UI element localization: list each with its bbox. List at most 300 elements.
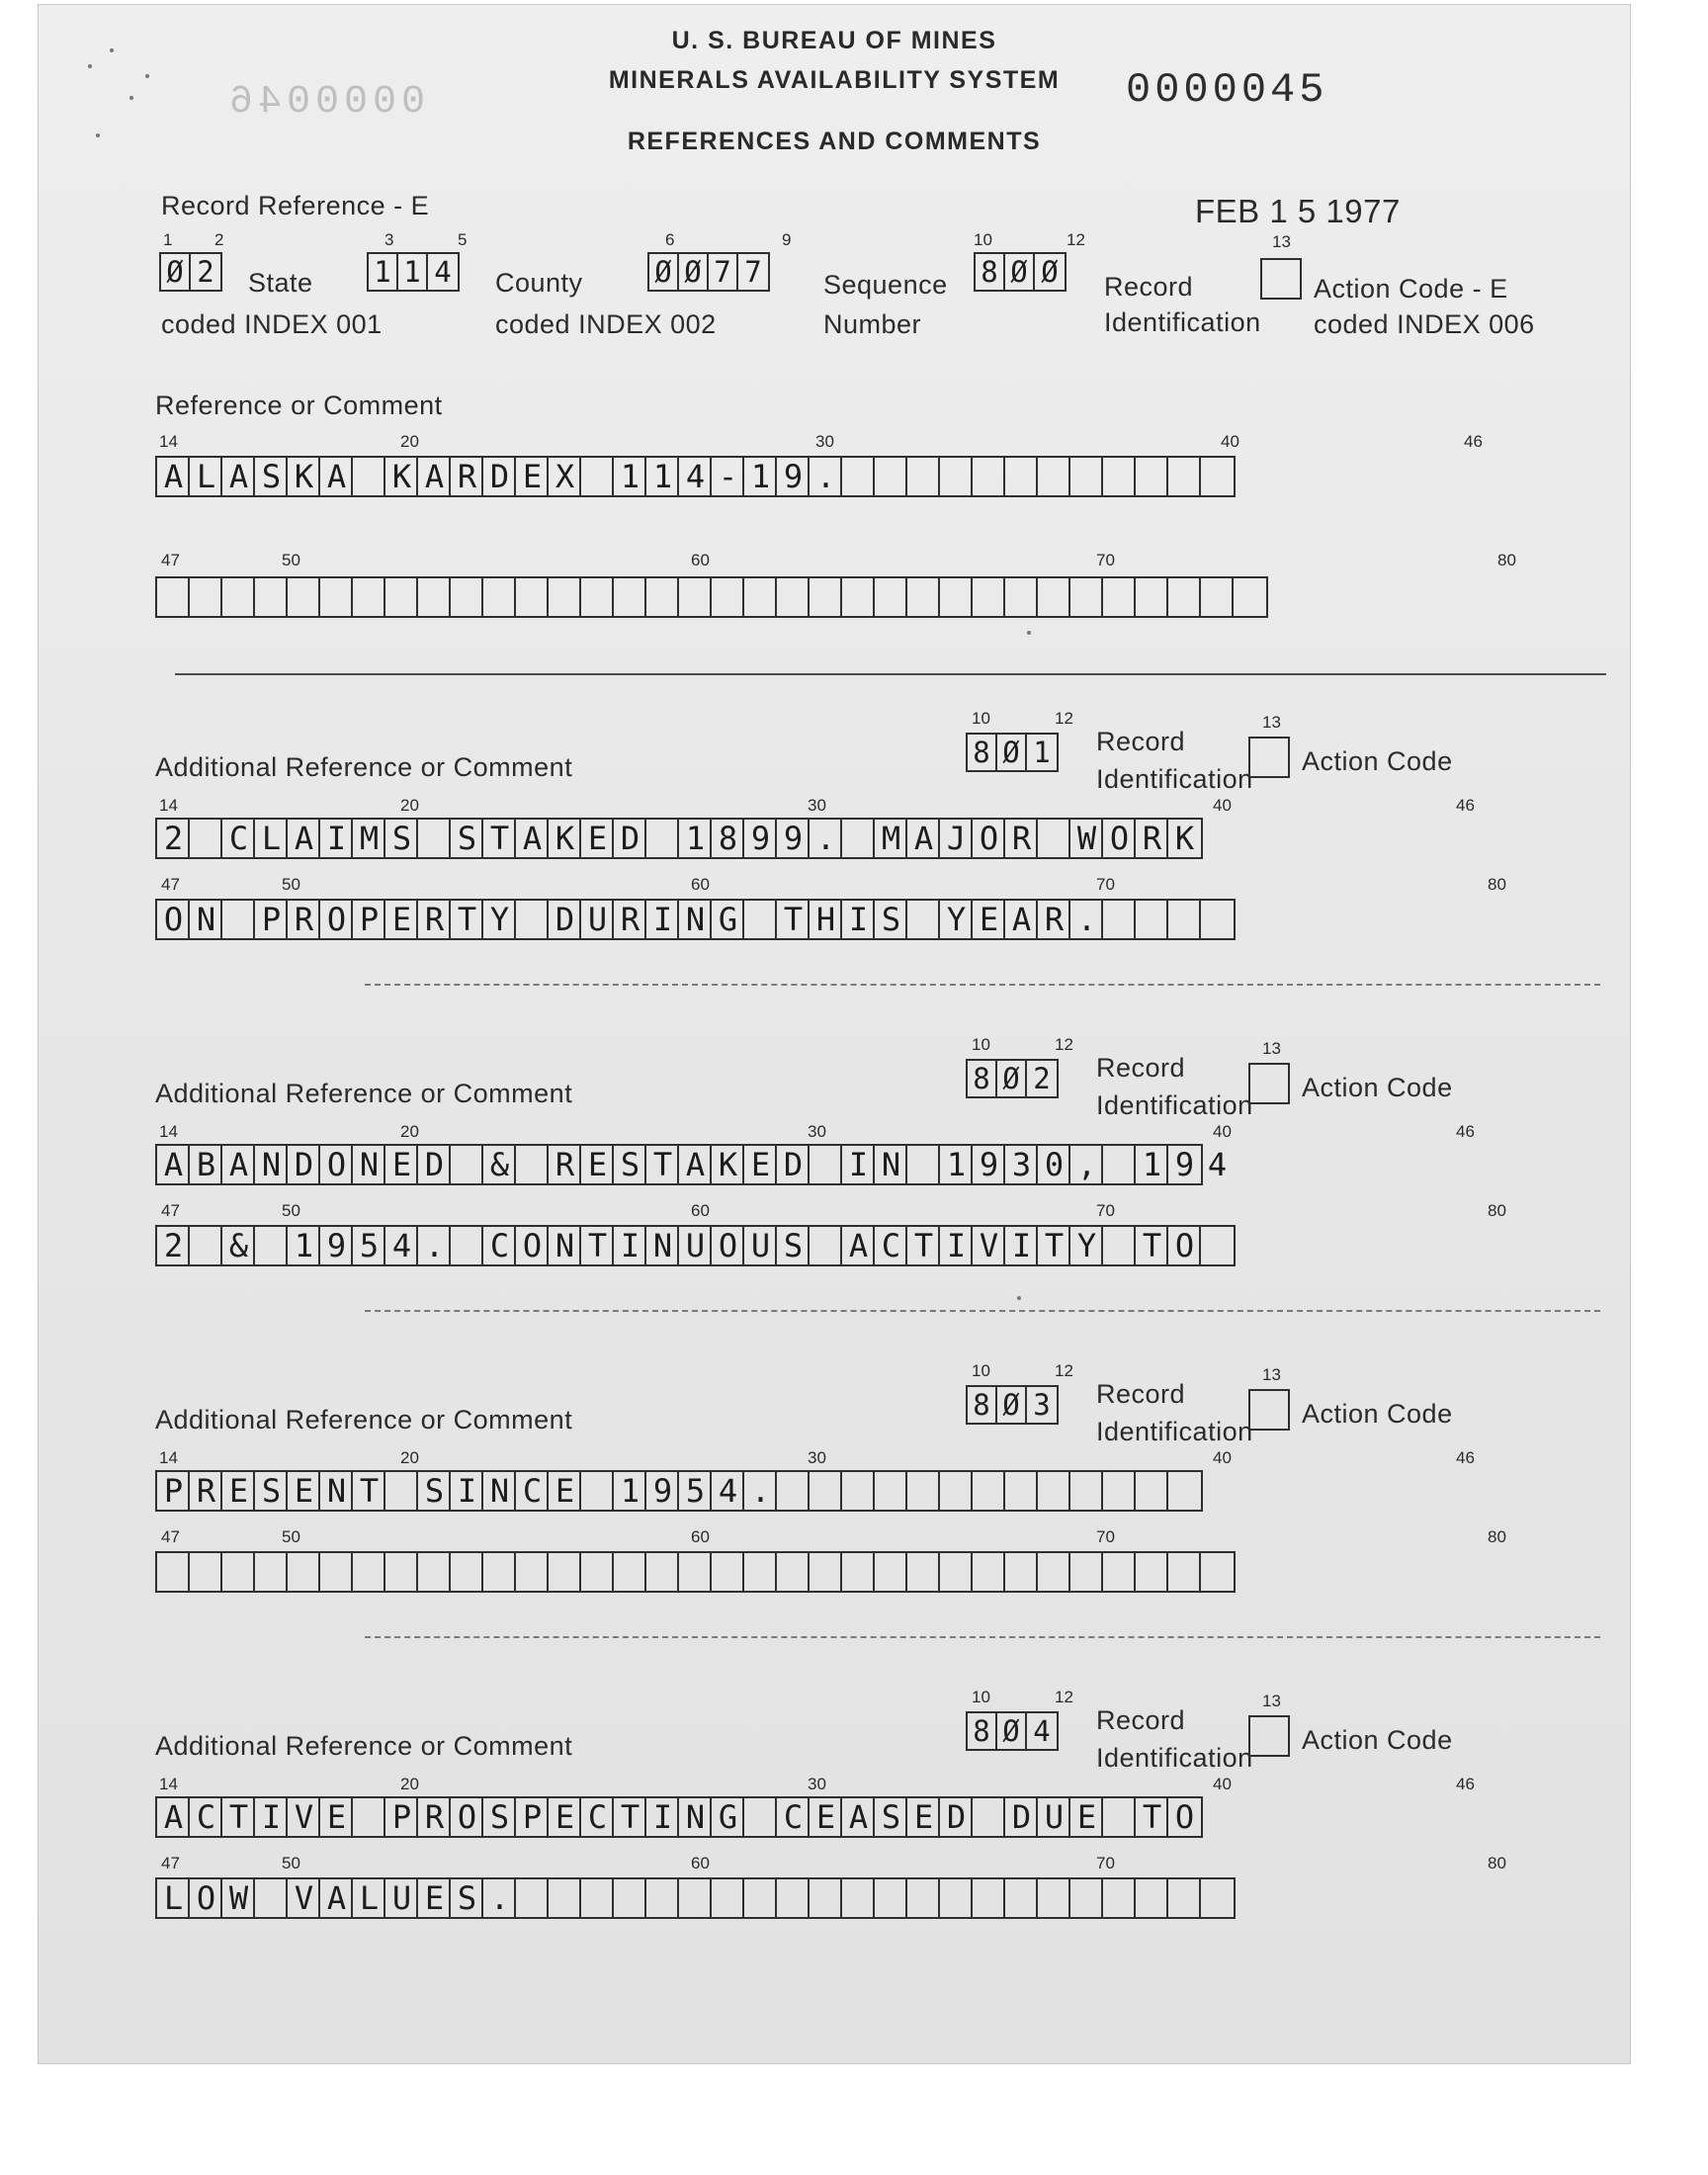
entry-cell[interactable] [1103, 1472, 1136, 1510]
header-line-3: REFERENCES AND COMMENTS [627, 128, 1042, 155]
entry-cell[interactable] [842, 458, 875, 495]
entry-cell[interactable] [549, 578, 581, 616]
entry-cell[interactable] [1070, 1553, 1103, 1591]
entry-cell[interactable] [451, 1553, 483, 1591]
entry-cell[interactable] [190, 578, 222, 616]
handwritten-char: N [685, 1798, 706, 1836]
handwritten-char: 9 [979, 1146, 999, 1183]
position-number: 47 [161, 875, 180, 894]
handwritten-char: . [750, 1472, 771, 1510]
handwritten-char [973, 1798, 1005, 1836]
entry-cell[interactable] [875, 458, 907, 495]
entry-cell[interactable] [940, 578, 973, 616]
entry-cell[interactable]: 8 [968, 1713, 997, 1749]
entry-cell[interactable] [907, 578, 940, 616]
entry-cell[interactable] [777, 1472, 810, 1510]
record-id-code-box[interactable] [966, 1385, 1059, 1425]
action-index-label: coded INDEX 006 [1314, 309, 1535, 339]
entry-cell[interactable] [1005, 578, 1038, 616]
entry-cell[interactable] [451, 578, 483, 616]
position-number: 80 [1497, 551, 1516, 569]
position-number: 14 [159, 1122, 178, 1141]
handwritten-char: E [326, 1798, 347, 1836]
handwritten-char: R [1011, 820, 1032, 857]
handwritten-char: D [294, 1146, 314, 1183]
entry-cell[interactable] [973, 578, 1005, 616]
handwritten-char: 9 [326, 1227, 347, 1264]
record-id-code-box[interactable] [966, 1059, 1059, 1098]
entry-cell[interactable] [940, 1472, 973, 1510]
entry-cell[interactable] [1103, 458, 1136, 495]
handwritten-char: 1 [750, 458, 771, 495]
entry-cell[interactable] [320, 578, 353, 616]
position-number: 47 [161, 1527, 180, 1546]
handwritten-char: R [294, 901, 314, 938]
handwritten-char: A [228, 458, 249, 495]
entry-cell[interactable] [1234, 578, 1266, 616]
handwritten-char: D [620, 820, 640, 857]
entry-cell[interactable] [1070, 458, 1103, 495]
handwritten-char: R [1142, 820, 1162, 857]
entry-cell[interactable] [810, 1553, 842, 1591]
entry-cell[interactable]: 4 [1033, 1714, 1051, 1748]
handwritten-char: C [587, 1798, 608, 1836]
handwritten-char: A [163, 1146, 184, 1183]
entry-cell[interactable] [1070, 578, 1103, 616]
handwritten-char: O [1174, 1227, 1195, 1264]
handwritten-char: H [815, 901, 836, 938]
entry-cell[interactable] [157, 1553, 190, 1591]
handwritten-char: 4 [685, 458, 706, 495]
identification-label: Identification [1096, 764, 1253, 794]
entry-cell[interactable] [288, 578, 320, 616]
identification-label: Identification [1096, 1417, 1253, 1446]
record-label: Record [1096, 1053, 1186, 1083]
handwritten-char: C [489, 1227, 510, 1264]
handwritten-char: B [196, 1146, 216, 1183]
handwritten-char: E [294, 1472, 314, 1510]
handwritten-char: G [718, 901, 738, 938]
entry-cell[interactable] [907, 458, 940, 495]
position-number: 47 [161, 1854, 180, 1872]
entry-cell[interactable] [712, 578, 744, 616]
comment-box-row[interactable] [155, 1551, 1236, 1593]
entry-cell[interactable] [288, 1553, 320, 1591]
entry-cell[interactable] [1038, 1472, 1070, 1510]
entry-cell[interactable] [777, 1553, 810, 1591]
entry-cell[interactable] [255, 578, 288, 616]
handwritten-char: O [196, 1879, 216, 1917]
record-label: Record [1096, 1379, 1186, 1409]
entry-cell[interactable] [614, 1553, 646, 1591]
handwritten-char [255, 1879, 288, 1917]
handwritten-char [255, 1227, 288, 1264]
state-label: State [248, 268, 313, 298]
handwritten-char: Y [946, 901, 967, 938]
entry-cell[interactable] [1103, 578, 1136, 616]
record-id-code-box[interactable] [966, 1711, 1059, 1751]
handwritten-char: - [718, 458, 738, 495]
position-number: 20 [400, 1122, 419, 1141]
handwritten-char: A [326, 458, 347, 495]
entry-cell[interactable] [581, 1879, 614, 1917]
entry-cell[interactable] [973, 1553, 1005, 1591]
handwritten-char: R [457, 458, 477, 495]
entry-cell[interactable] [385, 578, 418, 616]
record-id-code-box[interactable] [974, 252, 1067, 292]
entry-cell[interactable] [222, 578, 255, 616]
handwritten-char: I [261, 1798, 282, 1836]
position-number: 60 [691, 551, 710, 569]
entry-cell[interactable] [549, 1879, 581, 1917]
position-number: 5 [458, 230, 468, 249]
entry-cell[interactable] [1201, 1879, 1234, 1917]
sequence-code-box[interactable] [647, 252, 770, 292]
handwritten-char: A [163, 1798, 184, 1836]
handwritten-char: D [489, 458, 510, 495]
entry-cell[interactable] [744, 578, 777, 616]
entry-cell[interactable] [1136, 1879, 1168, 1917]
entry-cell[interactable] [1103, 1553, 1136, 1591]
entry-cell[interactable] [907, 1879, 940, 1917]
handwritten-line [157, 1879, 516, 1917]
entry-cell[interactable] [157, 578, 190, 616]
entry-cell[interactable] [646, 1879, 679, 1917]
entry-cell[interactable] [614, 1879, 646, 1917]
entry-cell[interactable] [1005, 1879, 1038, 1917]
handwritten-char [744, 1798, 777, 1836]
handwritten-char [907, 901, 940, 938]
state-index-label: coded INDEX 001 [161, 309, 383, 339]
handwritten-char: I [946, 1227, 967, 1264]
section-divider [175, 673, 1606, 675]
handwritten-char: E [391, 1146, 412, 1183]
position-number: 40 [1213, 796, 1232, 815]
action-code-label: Action Code [1302, 1725, 1453, 1755]
position-number: 46 [1464, 432, 1483, 451]
entry-cell[interactable] [190, 1553, 222, 1591]
entry-cell[interactable] [1168, 458, 1201, 495]
entry-cell[interactable] [973, 1472, 1005, 1510]
entry-cell[interactable]: 4 [434, 255, 452, 289]
entry-cell[interactable] [1201, 578, 1234, 616]
position-number: 70 [1096, 1201, 1115, 1220]
position-number: 40 [1213, 1448, 1232, 1467]
handwritten-char: D [555, 901, 575, 938]
entry-cell[interactable] [1005, 458, 1038, 495]
position-number: 20 [400, 432, 419, 451]
entry-cell[interactable] [1201, 901, 1234, 938]
handwritten-char: T [489, 820, 510, 857]
handwritten-char: 2 [163, 820, 184, 857]
position-number: 14 [159, 1448, 178, 1467]
entry-cell[interactable]: 8 [976, 254, 1005, 290]
entry-cell[interactable] [842, 1472, 875, 1510]
entry-cell[interactable]: Ø [679, 254, 709, 290]
entry-cell[interactable]: Ø [997, 735, 1027, 770]
handwritten-char: O [979, 820, 999, 857]
entry-cell[interactable] [385, 1553, 418, 1591]
entry-cell[interactable] [549, 1553, 581, 1591]
comment-box-row[interactable] [155, 576, 1268, 618]
handwritten-char: R [196, 1472, 216, 1510]
position-number: 80 [1488, 1527, 1506, 1546]
handwritten-char: C [881, 1227, 901, 1264]
handwritten-char: X [555, 458, 575, 495]
entry-cell[interactable] [679, 1553, 712, 1591]
county-label: County [495, 268, 583, 298]
entry-cell[interactable] [777, 1879, 810, 1917]
entry-cell[interactable] [1070, 1879, 1103, 1917]
entry-cell[interactable]: Ø [1005, 254, 1035, 290]
action-code-box[interactable] [1248, 1063, 1290, 1104]
handwritten-char: N [326, 1472, 347, 1510]
entry-cell[interactable] [810, 1879, 842, 1917]
entry-cell[interactable] [353, 578, 385, 616]
handwritten-char [516, 1146, 549, 1183]
additional-reference-label: Additional Reference or Comment [155, 1079, 573, 1108]
handwritten-line [157, 1227, 1201, 1264]
entry-cell[interactable] [1201, 1227, 1234, 1264]
handwritten-char [1103, 1146, 1136, 1183]
entry-cell[interactable] [1168, 1472, 1201, 1510]
entry-cell[interactable] [353, 1553, 385, 1591]
entry-cell[interactable] [516, 1553, 549, 1591]
entry-cell[interactable] [810, 578, 842, 616]
entry-cell[interactable]: 8 [968, 1061, 997, 1096]
handwritten-char: 4 [391, 1227, 412, 1264]
entry-cell[interactable]: Ø [649, 254, 679, 290]
entry-cell[interactable] [1201, 458, 1234, 495]
action-code-label: Action Code - E [1314, 274, 1508, 304]
handwritten-char: 3 [1011, 1146, 1032, 1183]
entry-cell[interactable] [1201, 1553, 1234, 1591]
entry-cell[interactable] [646, 578, 679, 616]
entry-cell[interactable] [222, 1553, 255, 1591]
entry-cell[interactable] [1103, 901, 1136, 938]
position-number: 80 [1488, 1854, 1506, 1872]
position-number: 70 [1096, 1854, 1115, 1872]
entry-cell[interactable] [646, 1553, 679, 1591]
entry-cell[interactable]: Ø [997, 1061, 1027, 1096]
handwritten-char: O [457, 1798, 477, 1836]
entry-cell[interactable] [418, 1553, 451, 1591]
position-number: 10 [972, 1688, 990, 1706]
position-number: 70 [1096, 875, 1115, 894]
handwritten-char: A [424, 458, 445, 495]
position-number: 30 [808, 796, 826, 815]
handwritten-char [810, 1227, 842, 1264]
entry-cell[interactable] [679, 1879, 712, 1917]
entry-cell[interactable]: 8 [968, 735, 997, 770]
record-id-code-box[interactable] [966, 733, 1059, 772]
handwritten-char [842, 820, 875, 857]
entry-cell[interactable]: Ø [1041, 255, 1059, 289]
entry-cell[interactable] [679, 578, 712, 616]
entry-cell[interactable]: Ø [997, 1713, 1027, 1749]
handwritten-char: R [1044, 901, 1065, 938]
entry-cell[interactable] [875, 1553, 907, 1591]
handwritten-char: T [652, 1146, 673, 1183]
entry-cell[interactable] [1136, 901, 1168, 938]
entry-cell[interactable] [1005, 1553, 1038, 1591]
handwritten-char: . [815, 820, 836, 857]
position-number: 12 [1055, 1361, 1073, 1380]
entry-cell[interactable] [1168, 1553, 1201, 1591]
action-code-box[interactable] [1248, 1389, 1290, 1431]
handwritten-line [157, 1472, 777, 1510]
position-number: 47 [161, 551, 180, 569]
ghost-document-number: 0000046 [224, 80, 426, 125]
entry-cell[interactable]: 7 [709, 254, 738, 290]
handwritten-char: W [228, 1879, 249, 1917]
entry-cell[interactable]: Ø [997, 1387, 1027, 1423]
entry-cell[interactable] [1038, 458, 1070, 495]
entry-cell[interactable] [418, 578, 451, 616]
action-code-box[interactable] [1248, 1715, 1290, 1757]
handwritten-char: I [652, 1798, 673, 1836]
handwritten-char: I [326, 820, 347, 857]
handwritten-char: E [913, 1798, 934, 1836]
handwritten-char: 9 [783, 820, 804, 857]
entry-cell[interactable] [875, 1879, 907, 1917]
handwritten-char: 4 [1207, 1146, 1228, 1183]
entry-cell[interactable]: 7 [744, 255, 762, 289]
entry-cell[interactable] [1103, 1879, 1136, 1917]
position-number: 13 [1262, 713, 1281, 732]
entry-cell[interactable]: Ø [161, 254, 191, 290]
entry-cell[interactable] [1038, 1553, 1070, 1591]
entry-cell[interactable]: 2 [197, 255, 214, 289]
handwritten-char: T [620, 1798, 640, 1836]
handwritten-char: . [489, 1879, 510, 1917]
entry-cell[interactable] [712, 1879, 744, 1917]
handwritten-char: 1 [294, 1227, 314, 1264]
entry-cell[interactable] [581, 1553, 614, 1591]
record-label: Record [1096, 727, 1186, 756]
identification-label: Identification [1096, 1743, 1253, 1773]
entry-cell[interactable]: 8 [968, 1387, 997, 1423]
handwritten-char: C [783, 1798, 804, 1836]
entry-cell[interactable] [875, 1472, 907, 1510]
entry-cell[interactable] [744, 1553, 777, 1591]
handwritten-char: 5 [359, 1227, 380, 1264]
action-code-label: Action Code [1302, 746, 1453, 776]
entry-cell[interactable] [320, 1553, 353, 1591]
entry-cell[interactable] [842, 578, 875, 616]
handwritten-char: I [1011, 1227, 1032, 1264]
entry-cell[interactable] [614, 578, 646, 616]
position-number: 13 [1262, 1692, 1281, 1710]
position-number: 2 [214, 230, 224, 249]
entry-cell[interactable] [1168, 901, 1201, 938]
handwritten-char: V [294, 1798, 314, 1836]
entry-cell[interactable] [1168, 1879, 1201, 1917]
handwritten-char [1103, 1798, 1136, 1836]
entry-cell[interactable] [973, 1879, 1005, 1917]
entry-cell[interactable] [483, 1553, 516, 1591]
position-number: 10 [972, 1035, 990, 1054]
entry-cell[interactable] [1136, 458, 1168, 495]
entry-cell[interactable] [255, 1553, 288, 1591]
handwritten-char: R [555, 1146, 575, 1183]
entry-cell[interactable] [581, 578, 614, 616]
handwritten-char: N [685, 901, 706, 938]
entry-cell[interactable] [1136, 578, 1168, 616]
entry-cell[interactable]: 2 [1033, 1062, 1051, 1095]
position-number: 1 [163, 230, 173, 249]
handwritten-char: U [685, 1227, 706, 1264]
position-number: 20 [400, 796, 419, 815]
handwritten-char: O [1109, 820, 1130, 857]
entry-cell[interactable]: 3 [1033, 1388, 1051, 1422]
handwritten-char: M [881, 820, 901, 857]
handwritten-char: E [522, 458, 543, 495]
entry-cell[interactable] [516, 578, 549, 616]
entry-cell[interactable] [777, 578, 810, 616]
entry-cell[interactable] [516, 1879, 549, 1917]
position-number: 12 [1067, 230, 1085, 249]
county-code-box[interactable] [367, 252, 460, 292]
entry-cell[interactable]: 1 [398, 254, 428, 290]
entry-cell[interactable] [973, 458, 1005, 495]
entry-cell[interactable] [483, 578, 516, 616]
handwritten-char: O [522, 1227, 543, 1264]
entry-cell[interactable] [940, 1879, 973, 1917]
entry-cell[interactable] [842, 1879, 875, 1917]
entry-cell[interactable] [875, 578, 907, 616]
handwritten-char: S [261, 458, 282, 495]
position-number: 40 [1213, 1122, 1232, 1141]
entry-cell[interactable] [842, 1553, 875, 1591]
handwritten-char: I [457, 1472, 477, 1510]
entry-cell[interactable] [712, 1553, 744, 1591]
position-number: 14 [159, 1775, 178, 1793]
entry-cell[interactable] [940, 458, 973, 495]
entry-cell[interactable] [1038, 1879, 1070, 1917]
action-code-box[interactable] [1248, 737, 1290, 778]
handwritten-char: G [718, 1798, 738, 1836]
record-reference-label: Record Reference - E [161, 191, 430, 220]
entry-cell[interactable] [1038, 578, 1070, 616]
entry-cell[interactable] [744, 1879, 777, 1917]
handwritten-char: I [848, 901, 869, 938]
date-stamp: FEB 1 5 1977 [1195, 193, 1401, 229]
entry-cell[interactable]: 1 [1033, 736, 1051, 769]
entry-cell[interactable] [1070, 1472, 1103, 1510]
handwritten-char: E [815, 1798, 836, 1836]
entry-cell[interactable]: 1 [369, 254, 398, 290]
county-index-label: coded INDEX 002 [495, 309, 717, 339]
position-number: 13 [1262, 1039, 1281, 1058]
entry-cell[interactable] [907, 1472, 940, 1510]
entry-cell[interactable] [1136, 1553, 1168, 1591]
entry-cell[interactable] [907, 1553, 940, 1591]
handwritten-char: E [555, 1472, 575, 1510]
position-number: 10 [972, 709, 990, 728]
state-code-box[interactable] [159, 252, 222, 292]
position-number: 50 [282, 551, 300, 569]
entry-cell[interactable] [810, 1472, 842, 1510]
handwritten-char: S [424, 1472, 445, 1510]
action-code-box[interactable] [1260, 258, 1302, 300]
handwritten-line [157, 820, 1201, 857]
entry-cell[interactable] [1005, 1472, 1038, 1510]
entry-cell[interactable] [940, 1553, 973, 1591]
entry-cell[interactable] [1136, 1472, 1168, 1510]
handwritten-char [190, 820, 222, 857]
entry-cell[interactable] [1168, 578, 1201, 616]
